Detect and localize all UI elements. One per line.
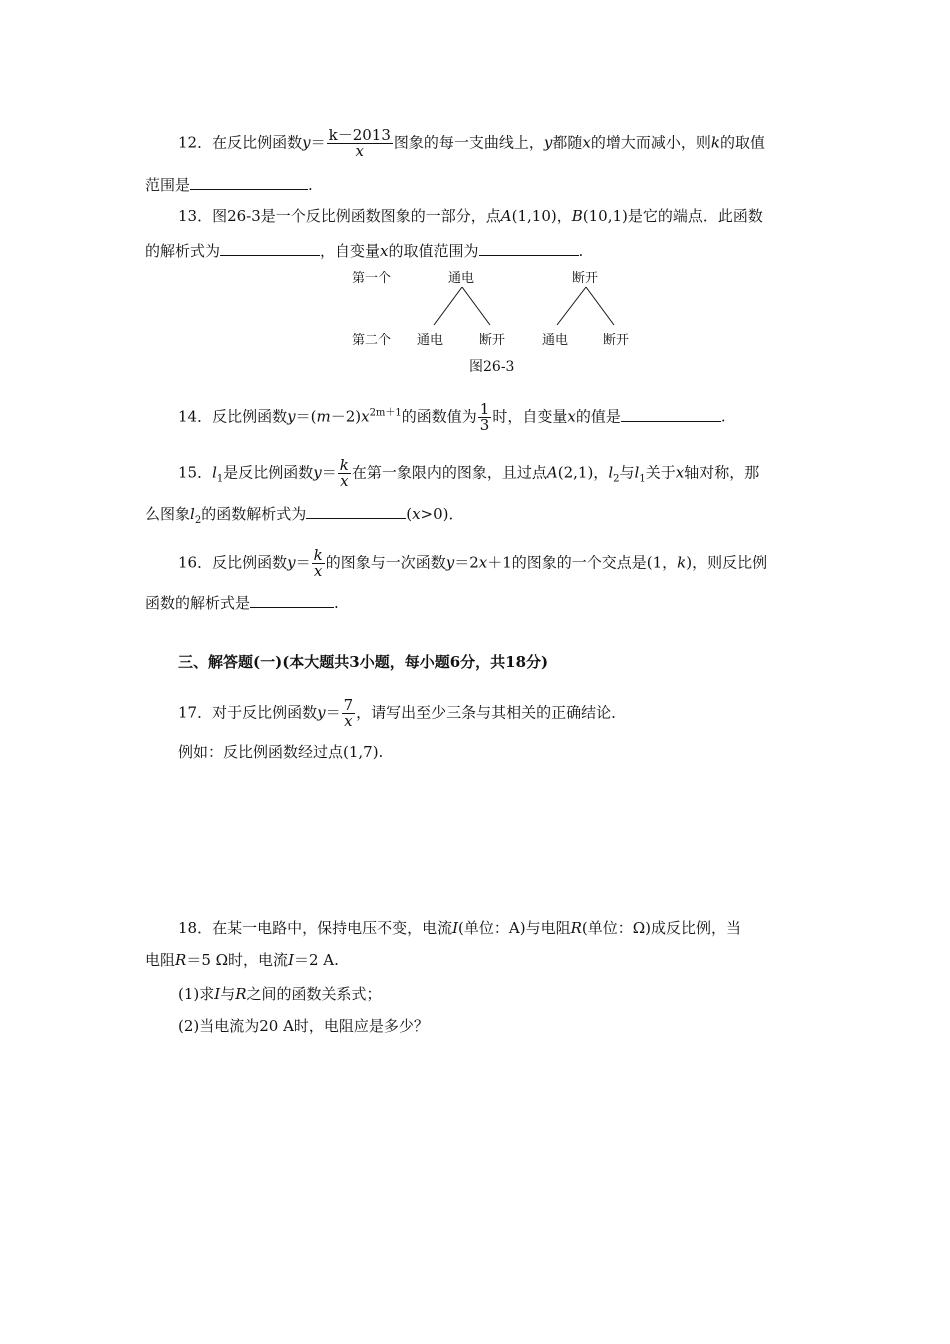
q14-text: －2)	[330, 407, 362, 426]
fraction-denominator: x	[355, 142, 364, 160]
leaf-1: 通电	[417, 333, 444, 348]
q18-text: 与	[220, 985, 236, 1003]
q14-text: 时，自变量	[492, 407, 568, 426]
var-x: x	[675, 463, 685, 482]
q18-line1	[178, 918, 741, 938]
period: .	[308, 176, 313, 194]
q18-text: ＝2 A.	[294, 951, 339, 969]
subscript: 1	[639, 473, 646, 485]
var-y: y	[287, 553, 296, 572]
fraction-numerator: k	[339, 456, 349, 474]
branch-line	[434, 287, 462, 325]
leaf-2: 断开	[479, 333, 506, 348]
var-r: R	[175, 951, 187, 969]
point-a: A	[546, 463, 558, 482]
fraction-denominator: 3	[479, 416, 490, 434]
var-m: m	[316, 407, 331, 426]
var-k: k	[677, 553, 687, 572]
equals: ＝	[310, 133, 326, 152]
var-i: I	[214, 985, 221, 1003]
q13-text: 图26-3是一个反比例函数图象的一部分，点	[212, 207, 501, 225]
q12-text: 图象的每一支曲线上，	[393, 133, 544, 152]
var-r: R	[570, 919, 582, 937]
q18-text: 在某一电路中，保持电压不变，电流	[212, 919, 453, 937]
q18-text: 电阻	[145, 951, 176, 969]
q18-text: (单位：A)与电阻	[458, 919, 571, 937]
var-x: x	[582, 133, 591, 152]
q18-number: 18．	[178, 919, 213, 937]
q15-text: 的函数解析式为	[201, 505, 307, 523]
q12-text: 的增大而减小，则	[590, 133, 711, 152]
q16-number: 16．	[178, 553, 213, 572]
q18-text: ＝5 Ω时，电流	[186, 951, 289, 969]
var-y: y	[317, 703, 326, 722]
subscript: 2	[613, 473, 620, 485]
q18-line2	[145, 950, 339, 970]
q18-text: (单位：Ω)成反比例，当	[581, 919, 742, 937]
period: .	[334, 594, 339, 612]
fraction-numerator: k	[313, 546, 323, 564]
var-y: y	[287, 407, 296, 426]
q15-text: (	[406, 505, 413, 523]
answer-blank[interactable]	[306, 503, 406, 519]
exponent: 2m＋1	[369, 407, 402, 419]
line-l: l	[634, 463, 640, 482]
q15-text: 是反比例函数	[223, 463, 314, 482]
fraction	[478, 402, 492, 433]
q14-number: 14．	[178, 407, 213, 426]
q16-text: 函数的解析式是	[145, 594, 251, 612]
tree-branches	[0, 0, 950, 400]
var-i: I	[452, 919, 459, 937]
equals: ＝	[321, 463, 337, 482]
var-i: I	[288, 951, 294, 969]
equals: ＝	[295, 553, 311, 572]
fraction-denominator: x	[340, 472, 349, 490]
q14-text: ＝(	[295, 407, 317, 426]
q17-text: 对于反比例函数	[212, 703, 318, 722]
var-x: x	[361, 407, 370, 426]
q17-example: 例如：反比例函数经过点(1,7).	[178, 743, 384, 761]
row-label-first: 第一个	[352, 271, 392, 286]
q15-line2	[145, 503, 464, 531]
q14-text: 的值是	[575, 407, 621, 426]
point-a: A	[500, 207, 512, 225]
var-x: x	[478, 553, 488, 572]
answer-blank[interactable]	[621, 406, 721, 422]
line-l: l	[608, 463, 614, 482]
fraction-numerator: 1	[479, 400, 490, 418]
q18-part1	[178, 984, 382, 1004]
node-top-left: 通电	[448, 271, 475, 286]
q14-line1	[178, 402, 726, 433]
q15-text: 关于	[645, 463, 676, 482]
var-x: x	[567, 407, 576, 426]
fraction	[312, 548, 325, 579]
q16-text: 反比例函数	[212, 553, 288, 572]
leaf-4: 断开	[603, 333, 630, 348]
fraction-numerator: k－2013	[328, 126, 391, 144]
var-x: x	[412, 505, 421, 523]
q15-line1	[178, 458, 759, 490]
q15-text: 在第一象限内的图象，且过点	[351, 463, 547, 482]
period: .	[720, 407, 726, 426]
var-r: R	[235, 985, 247, 1003]
q15-text: (2,1)，	[557, 463, 609, 482]
q16-line1	[178, 548, 767, 579]
subscript: 2	[194, 515, 202, 526]
q17-line1	[178, 698, 626, 729]
q12-text: 范围是	[145, 176, 191, 194]
q12-number: 12．	[178, 133, 213, 152]
fraction-numerator: 7	[343, 696, 354, 714]
var-y: y	[302, 133, 311, 152]
q13-text: (10,1)是它的端点．此函数	[582, 207, 763, 225]
section-heading: 三、解答题(一)(本大题共3小题，每小题6分，共18分)	[178, 653, 549, 671]
point-b: B	[571, 207, 583, 225]
fraction	[342, 698, 356, 729]
q15-text: 么图象	[145, 505, 191, 523]
branch-line	[462, 287, 490, 325]
q18-text: (1)求	[178, 985, 215, 1003]
figure-caption: 图26-3	[469, 359, 515, 375]
q16-text: ＝2	[454, 553, 479, 572]
q12-text: 的取值	[719, 133, 765, 152]
var-y: y	[313, 463, 322, 482]
equals: ＝	[325, 703, 341, 722]
q12-text: 在反比例函数	[212, 133, 303, 152]
q13-number: 13．	[178, 207, 213, 225]
q15-text: 与	[619, 463, 635, 482]
fraction	[338, 458, 351, 489]
q16-line2	[145, 592, 339, 613]
q17-number: 17．	[178, 703, 213, 722]
branch-line	[557, 287, 586, 325]
node-top-right: 断开	[572, 271, 599, 286]
var-y: y	[543, 133, 553, 152]
period: .	[578, 242, 584, 260]
q14-text: 反比例函数	[212, 407, 288, 426]
q15-text: >0)．	[420, 505, 464, 523]
var-y: y	[445, 553, 455, 572]
q16-text: 的图象与一次函数	[325, 553, 446, 572]
q18-text: 之间的函数关系式；	[246, 985, 382, 1003]
leaf-3: 通电	[542, 333, 569, 348]
q12-text: 都随	[552, 133, 583, 152]
q15-number: 15．	[178, 463, 213, 482]
fraction-denominator: x	[344, 712, 353, 730]
fraction-denominator: x	[313, 562, 323, 580]
q17-text: ，请写出至少三条与其相关的正确结论．	[356, 703, 627, 722]
q15-text: 轴对称，那	[684, 463, 760, 482]
q18-part2: (2)当电流为20 A时，电阻应是多少？	[178, 1017, 429, 1035]
q13-text: 的取值范围为	[388, 242, 479, 260]
answer-blank[interactable]	[250, 592, 334, 608]
q13-text: 的解析式为	[145, 242, 221, 260]
line-l: l	[212, 463, 217, 482]
branch-line	[586, 287, 614, 325]
subscript: 1	[216, 473, 224, 485]
line-l: l	[190, 505, 195, 523]
q16-text: )，则反比例	[686, 553, 768, 572]
q14-text: 的函数值为	[401, 407, 477, 426]
q13-text: ，自变量	[320, 242, 381, 260]
q16-text: ＋1的图象的一个交点是(1，	[487, 553, 678, 572]
var-x: x	[380, 242, 389, 260]
q13-text: (1,10)，	[511, 207, 572, 225]
row-label-second: 第二个	[352, 333, 392, 348]
var-k: k	[710, 133, 720, 152]
